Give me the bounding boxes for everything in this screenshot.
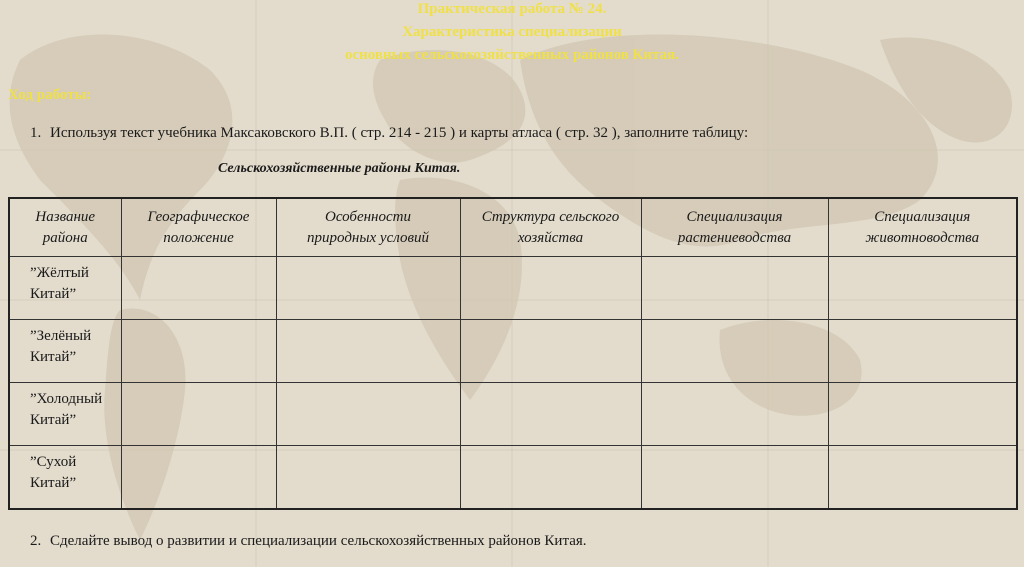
empty-cell[interactable] <box>460 257 641 320</box>
empty-cell[interactable] <box>828 446 1017 510</box>
empty-cell[interactable] <box>641 257 828 320</box>
empty-cell[interactable] <box>641 446 828 510</box>
empty-cell[interactable] <box>460 320 641 383</box>
region-name-cell: ”Холодный Китай” <box>9 383 121 446</box>
task-1 <box>30 123 748 143</box>
empty-cell[interactable] <box>828 257 1017 320</box>
header-agriculture-structure: Структура сельского хозяйства <box>460 198 641 257</box>
empty-cell[interactable] <box>276 257 460 320</box>
title-line-3: основных сельскохозяйственных районов Китая. <box>345 47 679 63</box>
table-header-row <box>9 198 1017 257</box>
table-row <box>9 446 1017 510</box>
header-crop-specialization: Специализация растениеводства <box>641 198 828 257</box>
header-natural-conditions: Особенности природных условий <box>276 198 460 257</box>
empty-cell[interactable] <box>460 383 641 446</box>
empty-cell[interactable] <box>460 446 641 510</box>
task-2-number: 2. <box>30 533 42 549</box>
task-2-text: Сделайте вывод о развитии и специализации сельскохозяйственных районов Китая. <box>50 533 587 549</box>
table-row <box>9 383 1017 446</box>
table-row <box>9 320 1017 383</box>
empty-cell[interactable] <box>641 320 828 383</box>
empty-cell[interactable] <box>121 257 276 320</box>
regions-table <box>8 197 1018 510</box>
empty-cell[interactable] <box>121 446 276 510</box>
region-name-cell: ”Сухой Китай” <box>9 446 121 510</box>
empty-cell[interactable] <box>276 446 460 510</box>
empty-cell[interactable] <box>828 383 1017 446</box>
empty-cell[interactable] <box>276 320 460 383</box>
empty-cell[interactable] <box>276 383 460 446</box>
task-1-text: Используя текст учебника Максаковского В.П. ( стр. 214 - 215 ) и карты атласа ( стр. 32 ), заполните таблицу: <box>50 125 749 141</box>
title-line-1: Практическая работа № 24. <box>417 1 607 17</box>
empty-cell[interactable] <box>828 320 1017 383</box>
empty-cell[interactable] <box>121 383 276 446</box>
task-2 <box>30 531 587 551</box>
header-region-name: Название района <box>9 198 121 257</box>
header-livestock-specialization: Специализация животноводства <box>828 198 1017 257</box>
task-1-number: 1. <box>30 125 42 141</box>
title-line-2: Характеристика специализации <box>402 24 622 40</box>
empty-cell[interactable] <box>121 320 276 383</box>
table-caption: Сельскохозяйственные районы Китая. <box>218 161 461 176</box>
table-row <box>9 257 1017 320</box>
region-name-cell: ”Жёлтый Китай” <box>9 257 121 320</box>
empty-cell[interactable] <box>641 383 828 446</box>
region-name-cell: ”Зелёный Китай” <box>9 320 121 383</box>
header-geographic-position: Географическое положение <box>121 198 276 257</box>
section-label: Ход работы: <box>8 87 92 103</box>
